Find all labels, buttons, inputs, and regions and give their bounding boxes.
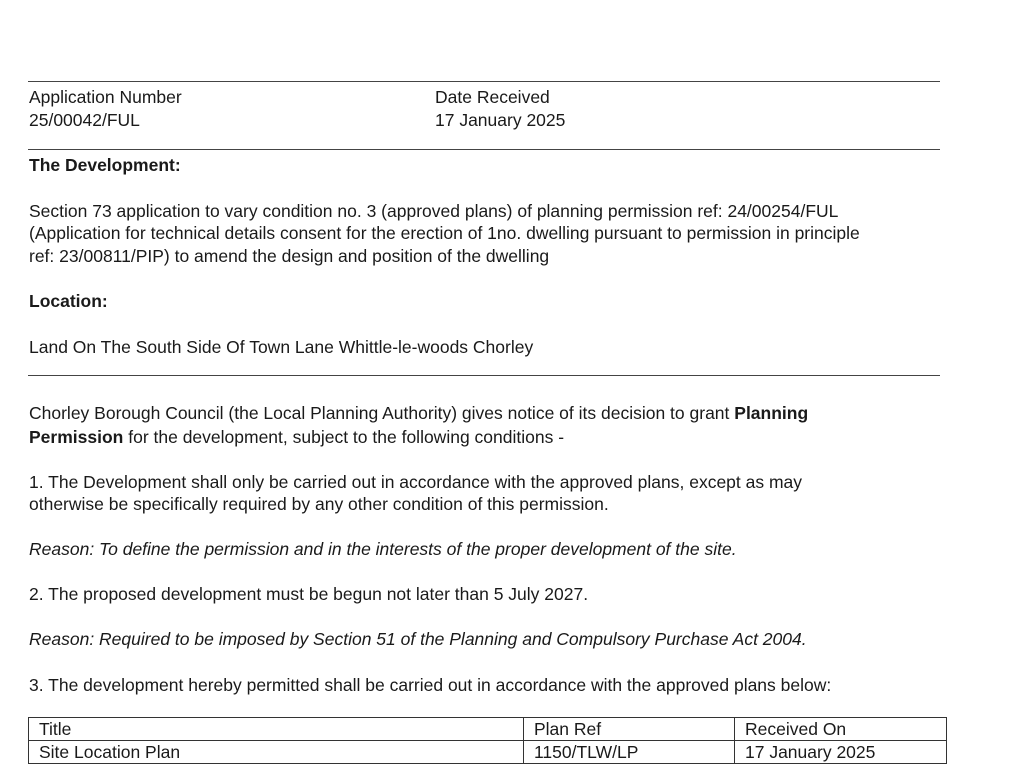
- application-number-label: Application Number: [29, 87, 182, 107]
- development-heading: The Development:: [29, 155, 181, 175]
- decision-line-1: [29, 402, 808, 424]
- development-line-3: ref: 23/00811/PIP) to amend the design and position of the dwelling: [29, 246, 550, 266]
- condition-1-line-2: otherwise be specifically required by any other condition of this permission.: [29, 494, 609, 514]
- decision-bold-2: Permission: [29, 427, 124, 447]
- location-heading: Location:: [29, 291, 108, 311]
- decision-text-1: Chorley Borough Council (the Local Planning Authority) gives notice of its decision to grant: [29, 403, 735, 423]
- date-received: 17 January 2025: [435, 110, 566, 130]
- development-line-2: (Application for technical details consent for the erection of 1no. dwelling pursuant to permission in principle: [29, 223, 860, 243]
- decision-text-2: for the development, subject to the following conditions -: [123, 427, 565, 447]
- condition-1-reason: Reason: To define the permission and in the interests of the proper development of the site.: [29, 539, 737, 559]
- condition-1-line-1: 1. The Development shall only be carried out in accordance with the approved plans, except as may: [29, 472, 803, 492]
- location-text: Land On The South Side Of Town Lane Whittle-le-woods Chorley: [29, 337, 534, 357]
- plans-col-received-on: Received On: [735, 718, 947, 741]
- plans-table: [28, 717, 947, 764]
- decision-line-2: [29, 426, 564, 448]
- plan-received-on: 17 January 2025: [735, 741, 947, 764]
- plan-title: Site Location Plan: [29, 741, 524, 764]
- header-rule: [28, 149, 940, 150]
- date-received-label: Date Received: [435, 87, 550, 107]
- development-line-1: Section 73 application to vary condition no. 3 (approved plans) of planning permission ref: 24/00254/FUL: [29, 201, 839, 221]
- decision-bold-1: Planning: [734, 403, 809, 423]
- location-rule: [28, 375, 940, 376]
- plan-ref: 1150/TLW/LP: [524, 741, 735, 764]
- top-rule: [28, 81, 940, 82]
- condition-2-reason: Reason: Required to be imposed by Section 51 of the Planning and Compulsory Purchase Act 2004.: [29, 629, 807, 649]
- plans-col-plan-ref: Plan Ref: [524, 718, 735, 741]
- application-number: 25/00042/FUL: [29, 110, 140, 130]
- plans-col-title: Title: [29, 718, 524, 741]
- plans-table-header-row: [29, 718, 947, 741]
- condition-3: 3. The development hereby permitted shall be carried out in accordance with the approved plans below:: [29, 675, 832, 695]
- condition-2: 2. The proposed development must be begun not later than 5 July 2027.: [29, 584, 589, 604]
- table-row: [29, 741, 947, 764]
